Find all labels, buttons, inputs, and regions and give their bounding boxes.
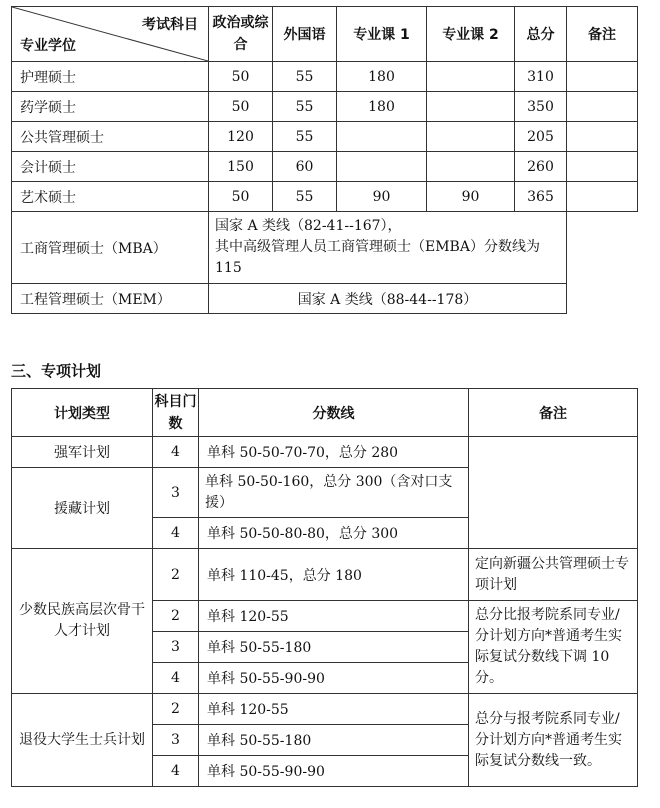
score-line: 单科 50-55-180 bbox=[199, 632, 469, 663]
total-score: 310 bbox=[515, 62, 567, 92]
subject-count: 2 bbox=[153, 694, 199, 725]
degree-name: 药学硕士 bbox=[12, 92, 209, 122]
note-cell-empty bbox=[469, 437, 638, 549]
table2-header-row bbox=[12, 389, 638, 437]
subject-count: 4 bbox=[153, 437, 199, 468]
degree-name: 护理硕士 bbox=[12, 62, 209, 92]
score-line: 单科 50-55-90-90 bbox=[199, 663, 469, 694]
score-line: 单科 50-55-90-90 bbox=[199, 756, 469, 787]
politics-score: 150 bbox=[209, 152, 273, 182]
subject-count: 3 bbox=[153, 725, 199, 756]
table-row-qiangjun bbox=[12, 437, 638, 468]
politics-score: 50 bbox=[209, 62, 273, 92]
subject-count: 2 bbox=[153, 601, 199, 632]
table-row-veteran-1 bbox=[12, 694, 638, 725]
total-score: 205 bbox=[515, 122, 567, 152]
degree-name: 公共管理硕士 bbox=[12, 122, 209, 152]
mba-line-2: 其中高级管理人员工商管理硕士（EMBA）分数线为 115 bbox=[215, 239, 540, 276]
table-row bbox=[12, 152, 638, 182]
major2-score bbox=[427, 152, 515, 182]
plan-name-yuanzang: 援藏计划 bbox=[12, 468, 153, 549]
degree-name: 艺术硕士 bbox=[12, 182, 209, 212]
major1-score bbox=[337, 152, 427, 182]
major1-score: 90 bbox=[337, 182, 427, 212]
table1-header-row bbox=[12, 7, 638, 62]
table-row bbox=[12, 62, 638, 92]
note-xinjiang: 定向新疆公共管理硕士专项计划 bbox=[469, 549, 638, 601]
degree-name-mba: 工商管理硕士（MBA） bbox=[12, 212, 209, 284]
politics-score: 50 bbox=[209, 182, 273, 212]
total-score: 365 bbox=[515, 182, 567, 212]
score-line: 单科 50-50-160，总分 300（含对口支援） bbox=[199, 468, 469, 518]
major2-score: 90 bbox=[427, 182, 515, 212]
header-subject-count: 科目门数 bbox=[153, 389, 199, 437]
note-cell bbox=[567, 182, 638, 212]
note-cell bbox=[567, 62, 638, 92]
plan-name-veteran: 退役大学生士兵计划 bbox=[12, 694, 153, 787]
note-cell bbox=[567, 122, 638, 152]
foreign-score: 55 bbox=[273, 62, 337, 92]
table-row-minority-1 bbox=[12, 549, 638, 601]
subject-count: 4 bbox=[153, 663, 199, 694]
table-row-mem bbox=[12, 284, 638, 314]
header-total: 总分 bbox=[515, 7, 567, 62]
table1-corner-header bbox=[12, 7, 209, 62]
header-plan-type: 计划类型 bbox=[12, 389, 153, 437]
politics-score: 120 bbox=[209, 122, 273, 152]
foreign-score: 55 bbox=[273, 92, 337, 122]
plan-name-minority: 少数民族高层次骨干人才计划 bbox=[12, 549, 153, 694]
note-cell bbox=[567, 92, 638, 122]
corner-bottom-label: 专业学位 bbox=[20, 38, 76, 54]
major2-score bbox=[427, 122, 515, 152]
table-row bbox=[12, 122, 638, 152]
special-plan-score-table bbox=[11, 388, 638, 787]
score-line: 单科 110-45，总分 180 bbox=[199, 549, 469, 601]
score-line: 单科 50-50-80-80，总分 300 bbox=[199, 518, 469, 549]
subject-count: 4 bbox=[153, 518, 199, 549]
header-major-2: 专业课 2 bbox=[427, 7, 515, 62]
note-minority: 总分比报考院系同专业/分计划方向*普通考生实际复试分数线下调 10分。 bbox=[469, 601, 638, 694]
corner-top-label: 考试科目 bbox=[142, 17, 198, 33]
mem-score-text: 国家 A 类线（88-44--178） bbox=[209, 284, 567, 314]
foreign-score: 60 bbox=[273, 152, 337, 182]
mba-line-1: 国家 A 类线（82-41--167）， bbox=[215, 218, 402, 234]
note-veteran: 总分与报考院系同专业/分计划方向*普通考生实际复试分数线一致。 bbox=[469, 694, 638, 787]
foreign-score: 55 bbox=[273, 182, 337, 212]
major1-score bbox=[337, 122, 427, 152]
plan-name-qiangjun: 强军计划 bbox=[12, 437, 153, 468]
note-cell bbox=[567, 152, 638, 182]
foreign-score: 55 bbox=[273, 122, 337, 152]
header-politics: 政治或综合 bbox=[209, 7, 273, 62]
header-note: 备注 bbox=[567, 7, 638, 62]
header-note: 备注 bbox=[469, 389, 638, 437]
total-score: 260 bbox=[515, 152, 567, 182]
major2-score bbox=[427, 62, 515, 92]
section-title: 三、专项计划 bbox=[11, 362, 102, 380]
mba-score-text bbox=[209, 212, 567, 284]
header-foreign-language: 外国语 bbox=[273, 7, 337, 62]
table-row-mba bbox=[12, 212, 638, 284]
header-major-1: 专业课 1 bbox=[337, 7, 427, 62]
table-row bbox=[12, 92, 638, 122]
major1-score: 180 bbox=[337, 62, 427, 92]
politics-score: 50 bbox=[209, 92, 273, 122]
subject-count: 2 bbox=[153, 549, 199, 601]
degree-name-mem: 工程管理硕士（MEM） bbox=[12, 284, 209, 314]
subject-count: 3 bbox=[153, 632, 199, 663]
major1-score: 180 bbox=[337, 92, 427, 122]
empty-corner bbox=[567, 212, 638, 314]
subject-count: 4 bbox=[153, 756, 199, 787]
score-line: 单科 120-55 bbox=[199, 694, 469, 725]
subject-count: 3 bbox=[153, 468, 199, 518]
table-row bbox=[12, 182, 638, 212]
total-score: 350 bbox=[515, 92, 567, 122]
degree-name: 会计硕士 bbox=[12, 152, 209, 182]
score-line: 单科 120-55 bbox=[199, 601, 469, 632]
score-line: 单科 50-55-180 bbox=[199, 725, 469, 756]
header-score-line: 分数线 bbox=[199, 389, 469, 437]
major2-score bbox=[427, 92, 515, 122]
score-line: 单科 50-50-70-70，总分 280 bbox=[199, 437, 469, 468]
professional-degree-score-table bbox=[11, 6, 638, 314]
